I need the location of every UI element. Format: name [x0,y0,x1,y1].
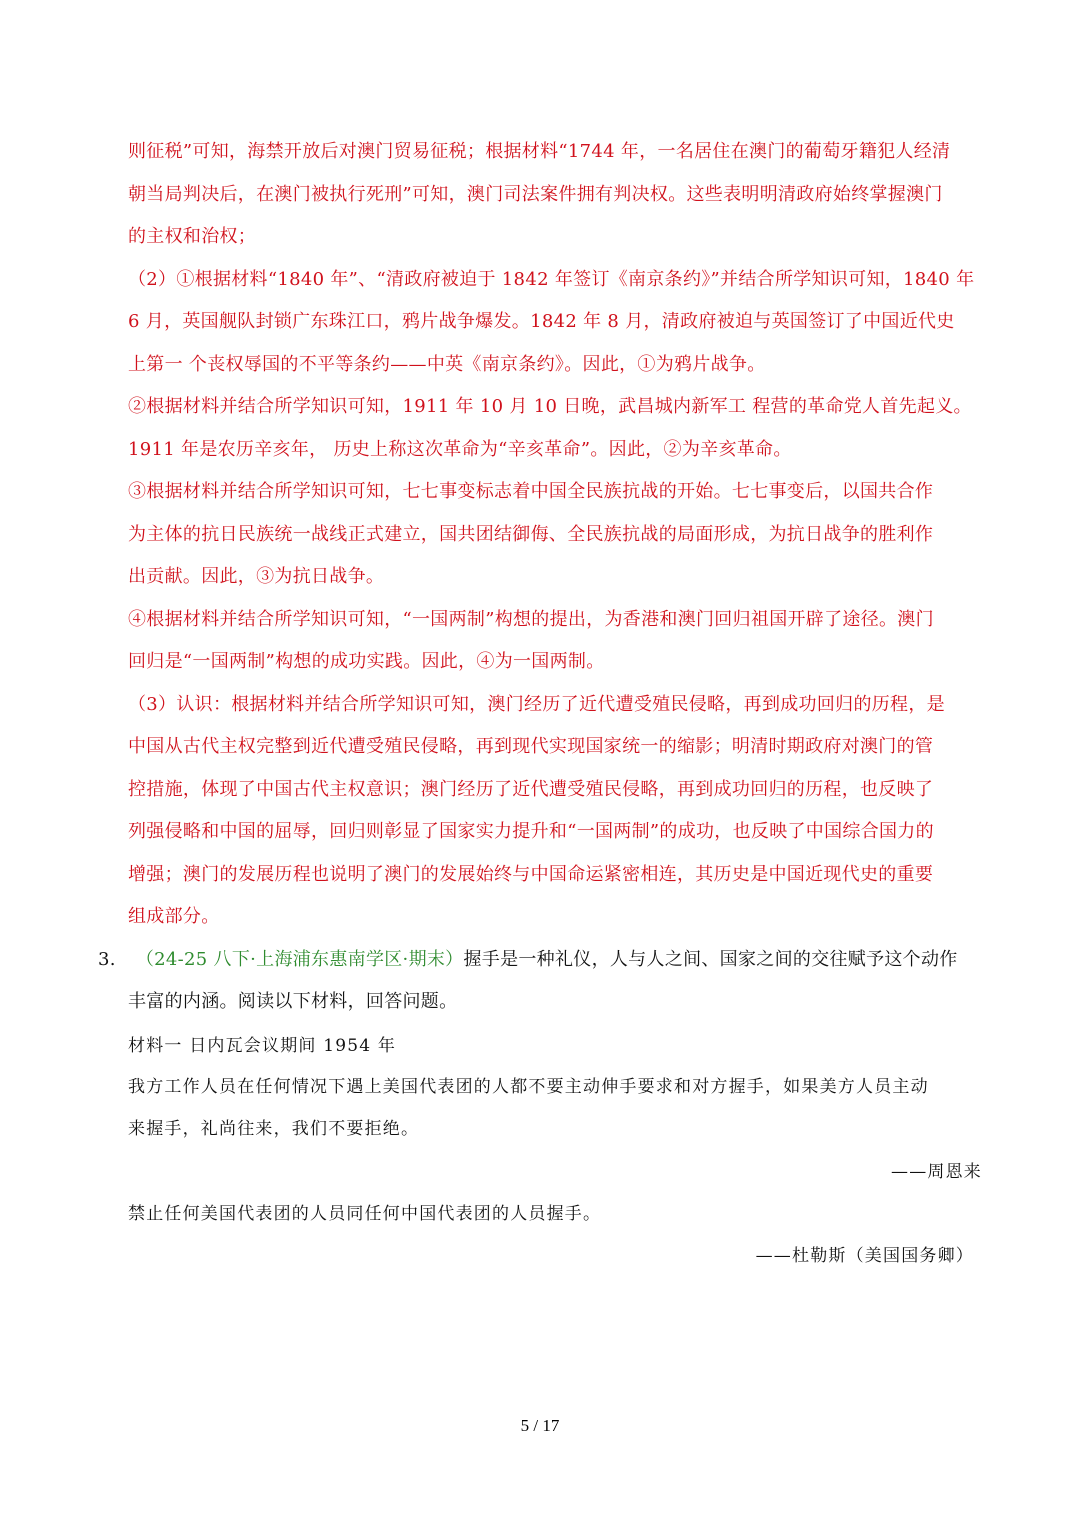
answer-line: 朝当局判决后，在澳门被执行死刑”可知，澳门司法案件拥有判决权。这些表明明清政府始终掌握澳门 [128,184,943,205]
answer-line: 列强侵略和中国的屈辱，回归则彰显了国家实力提升和“一国两制”的成功，也反映了中国综合国力的 [128,821,934,842]
answer-line: 则征税”可知，海禁开放后对澳门贸易征税；根据材料“1744 年，一名居住在澳门的葡萄牙籍犯人经清 [128,141,951,162]
material-attribution: ——周恩来 [891,1162,982,1182]
material-attribution: ——杜勒斯（美国国务卿） [755,1246,974,1266]
answer-line: 1911 年是农历辛亥年， 历史上称这次革命为“辛亥革命”。因此，②为辛亥革命。 [128,439,792,460]
answer-line: （3）认识：根据材料并结合所学知识可知，澳门经历了近代遭受殖民侵略，再到成功回归的历程，是 [128,694,945,715]
question-line-1 [98,948,958,972]
answer-line: 增强；澳门的发展历程也说明了澳门的发展始终与中国命运紧密相连，其历史是中国近现代史的重要 [128,864,934,885]
material-heading: 材料一 日内瓦会议期间 1954 年 [128,1036,397,1056]
answer-line: 回归是“一国两制”构想的成功实践。因此，④为一国两制。 [128,651,605,672]
answer-line: ④根据材料并结合所学知识可知，“一国两制”构想的提出，为香港和澳门回归祖国开辟了途径。澳门 [128,609,934,630]
question-text: 握手是一种礼仪，人与人之间、国家之间的交往赋予这个动作 [463,949,958,970]
answer-line: 中国从古代主权完整到近代遭受殖民侵略，再到现代实现国家统一的缩影；明清时期政府对澳门的管 [128,736,934,757]
answer-line: 的主权和治权； [128,226,257,247]
answer-line: （2）①根据材料“1840 年”、“清政府被迫于 1842 年签订《南京条约》”并结合所学知识可知，1840 年 [128,269,975,290]
question-number: 3. [98,949,116,970]
answer-line: 组成部分。 [128,906,220,927]
page-number: 5 / 17 [520,1416,560,1435]
answer-line: ③根据材料并结合所学知识可知，七七事变标志着中国全民族抗战的开始。七七事变后，以国共合作 [128,481,934,502]
question-text: 丰富的内涵。阅读以下材料，回答问题。 [128,991,458,1012]
answer-line: 控措施，体现了中国古代主权意识；澳门经历了近代遭受殖民侵略，再到成功回归的历程，也反映了 [128,779,934,800]
material-quote: 我方工作人员在任何情况下遇上美国代表团的人都不要主动伸手要求和对方握手，如果美方人员主动 [128,1077,929,1097]
answer-line: 上第一 个丧权辱国的不平等条约——中英《南京条约》。因此，①为鸦片战争。 [128,354,766,375]
question-source: （24-25 八下·上海浦东惠南学区·期末） [135,949,464,970]
answer-line: 6 月，英国舰队封锁广东珠江口，鸦片战争爆发。1842 年 8 月，清政府被迫与英国签订了中国近代史 [128,311,955,332]
material-quote: 来握手，礼尚往来，我们不要拒绝。 [128,1119,420,1139]
answer-line: 为主体的抗日民族统一战线正式建立，国共团结御侮、全民族抗战的局面形成，为抗日战争的胜利作 [128,524,934,545]
material-quote: 禁止任何美国代表团的人员同任何中国代表团的人员握手。 [128,1204,602,1224]
answer-line: ②根据材料并结合所学知识可知，1911 年 10 月 10 日晚，武昌城内新军工 程营的革命党人首先起义。 [128,396,972,417]
answer-line: 出贡献。因此，③为抗日战争。 [128,566,385,587]
